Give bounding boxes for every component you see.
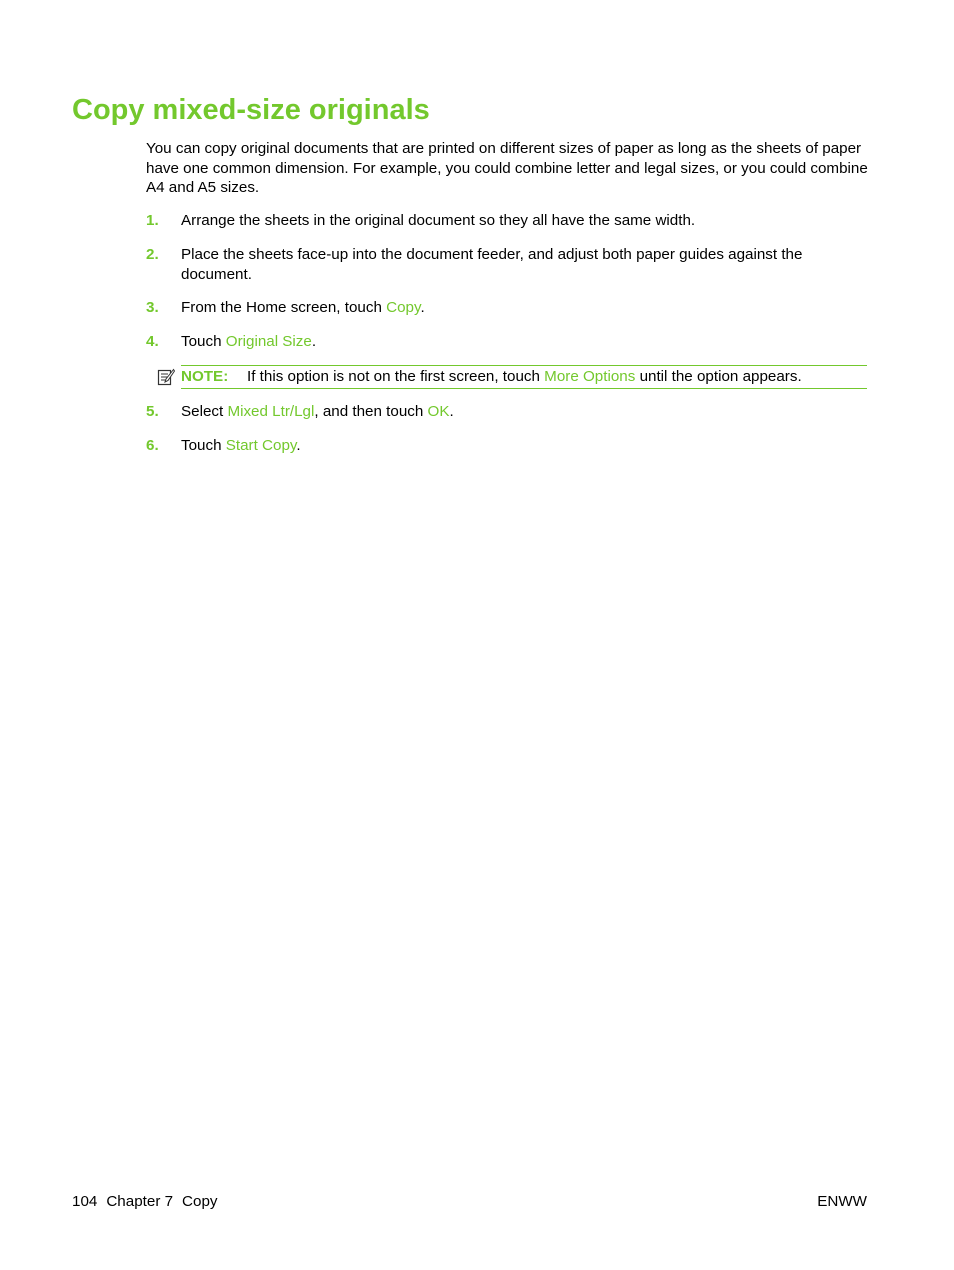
note-box (181, 365, 867, 389)
step-number: 4. (146, 333, 159, 350)
step-text-post: . (420, 299, 425, 316)
note-text-post: until the option appears. (635, 368, 802, 385)
footer-right: ENWW (817, 1193, 867, 1210)
step-6 (146, 436, 874, 456)
step-text-post: . (311, 333, 317, 350)
note-pencil-icon (157, 368, 175, 386)
step-number: 6. (146, 437, 159, 454)
step-4 (146, 332, 874, 352)
step-text: Place the sheets face-up into the document feeder, and adjust both paper guides against the document. (181, 246, 803, 283)
step-text-post: . (296, 437, 301, 454)
footer-left (72, 1193, 227, 1210)
step-1 (146, 211, 874, 231)
step-number: 3. (146, 299, 159, 316)
page-title: Copy mixed-size originals (72, 94, 430, 126)
step-text (181, 402, 874, 422)
step-text-mid: , and then touch (314, 403, 428, 420)
start-copy-link[interactable]: Start Copy (225, 437, 297, 454)
ok-link[interactable]: OK (427, 403, 450, 420)
note-text-pre: If this option is not on the first screen, touch (247, 368, 545, 385)
step-2 (146, 245, 874, 284)
original-size-link[interactable]: Original Size (225, 333, 312, 350)
note-text (247, 367, 802, 387)
step-number: 2. (146, 246, 159, 263)
copy-link[interactable]: Copy (386, 299, 421, 316)
step-number: 1. (146, 212, 159, 229)
step-text (181, 436, 874, 456)
step-3 (146, 298, 874, 318)
mixed-ltr-lgl-link[interactable]: Mixed Ltr/Lgl (227, 403, 315, 420)
footer-section: Copy (182, 1193, 218, 1210)
step-text-post: . (449, 403, 454, 420)
step-text: Arrange the sheets in the original document so they all have the same width. (181, 212, 696, 229)
step-5 (146, 402, 874, 422)
footer-chapter: Chapter 7 (106, 1193, 174, 1210)
note-label: NOTE: (181, 368, 229, 385)
step-text-pre: From the Home screen, touch (181, 299, 387, 316)
step-text (181, 298, 874, 318)
step-text-pre: Select (181, 403, 228, 420)
step-text (181, 332, 874, 352)
more-options-link[interactable]: More Options (544, 368, 636, 385)
step-text-pre: Touch (181, 333, 226, 350)
page-number: 104 (72, 1193, 98, 1210)
intro-paragraph: You can copy original documents that are printed on different sizes of paper as long as the sheets of paper have one common dimension. For example, you could combine letter and legal sizes, or you could combine A4 and A5 sizes. (146, 140, 868, 196)
step-number: 5. (146, 403, 159, 420)
step-text-pre: Touch (181, 437, 226, 454)
